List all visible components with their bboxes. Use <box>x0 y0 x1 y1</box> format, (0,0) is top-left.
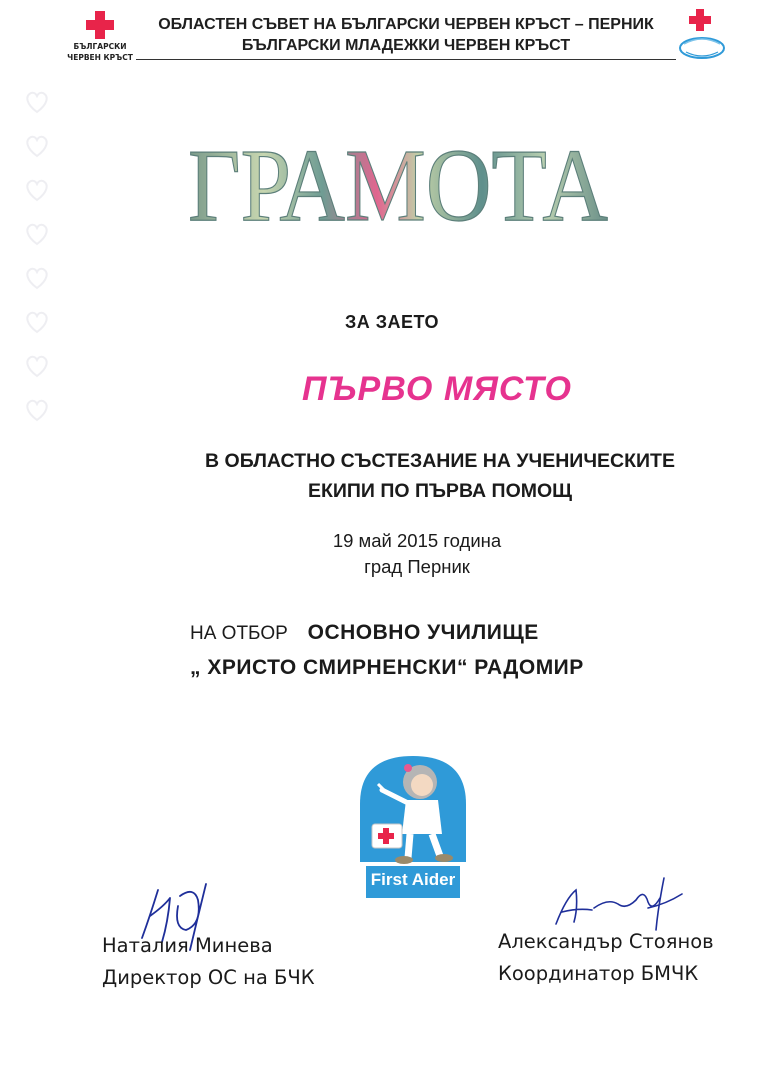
red-cross-logo <box>64 10 136 62</box>
red-cross-logo-text-line1: БЪЛГАРСКИ <box>73 42 127 51</box>
heart-watermark-icon <box>24 266 50 290</box>
header-organization <box>136 14 676 56</box>
certificate-title <box>0 128 784 238</box>
heart-watermark-icon <box>24 90 50 114</box>
youth-red-cross-logo-icon <box>676 8 728 62</box>
signatory-right <box>498 926 714 990</box>
signatory-left <box>102 930 315 994</box>
recipient-label: НА ОТБОР <box>190 623 288 644</box>
badge-label: First Aider <box>370 870 456 889</box>
date-and-city <box>0 528 784 580</box>
red-cross-logo-text-line2: ЧЕРВЕН КРЪСТ <box>67 53 133 62</box>
bmchk-logo <box>676 8 728 62</box>
title-text: ГРАМОТА <box>188 128 608 238</box>
first-aider-badge <box>358 754 468 902</box>
school-line1: ОСНОВНО УЧИЛИЩЕ <box>307 621 539 644</box>
award-place: ПЪРВО МЯСТО <box>302 370 572 408</box>
school-line2: „ ХРИСТО СМИРНЕНСКИ“ РАДОМИР <box>190 656 584 679</box>
signatory-left-name: Наталия Минева <box>102 934 273 957</box>
header-line2: БЪЛГАРСКИ МЛАДЕЖКИ ЧЕРВЕН КРЪСТ <box>241 37 571 54</box>
header-line1: ОБЛАСТЕН СЪВЕТ НА БЪЛГАРСКИ ЧЕРВЕН КРЪСТ – ПЕРНИК <box>158 16 654 33</box>
competition-line2: ЕКИПИ ПО ПЪРВА ПОМОЩ <box>307 480 573 502</box>
award-date: 19 май 2015 година <box>332 530 502 551</box>
signatory-left-title: Директор ОС на БЧК <box>102 966 315 989</box>
signatory-right-title: Координатор БМЧК <box>498 962 699 985</box>
award-intro: ЗА ЗАЕТО <box>344 312 440 332</box>
award-city: град Перник <box>364 556 470 577</box>
red-cross-icon <box>85 10 115 40</box>
competition-line1: В ОБЛАСТНО СЪСТЕЗАНИЕ НА УЧЕНИЧЕСКИТЕ <box>205 450 675 472</box>
competition-description <box>160 446 720 506</box>
recipient-team <box>190 616 650 685</box>
header-divider <box>136 59 676 60</box>
signatory-right-name: Александър Стоянов <box>498 930 714 953</box>
